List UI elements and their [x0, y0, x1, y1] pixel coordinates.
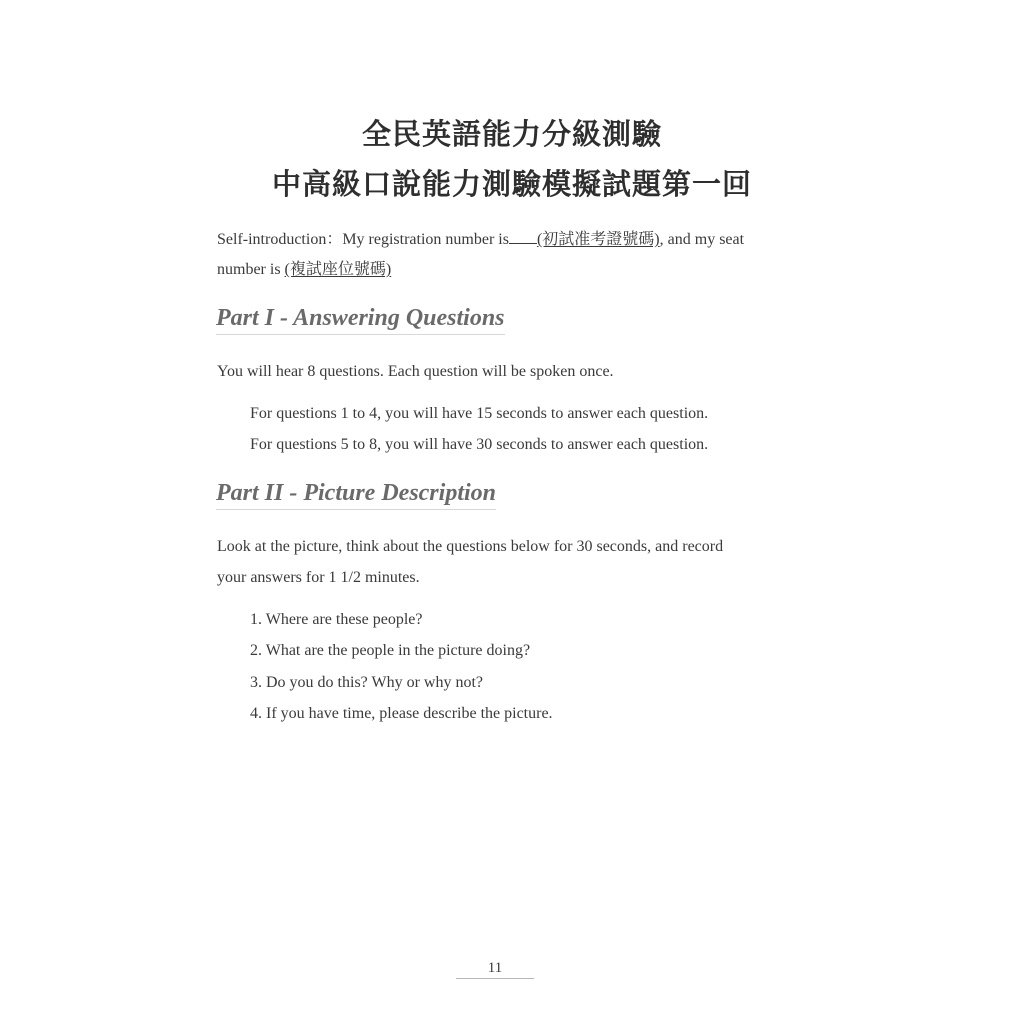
- part1-instruction: For questions 1 to 4, you will have 15 seconds to answer each question.: [250, 405, 709, 422]
- part2-question: 1. Where are these people?: [250, 611, 423, 628]
- self-intro-line-1: [217, 229, 744, 250]
- registration-number-placeholder: (初試准考證號碼): [536, 231, 660, 248]
- registration-blank: [509, 229, 537, 244]
- part1-heading: Part I - Answering Questions: [216, 305, 505, 335]
- part2-question: 3. Do you do this? Why or why not?: [250, 674, 484, 691]
- page-number: 11: [456, 960, 534, 979]
- self-intro-label: Self-introduction：My registration number is: [217, 231, 509, 248]
- document-subtitle: 中高級口說能力測驗模擬試題第一回: [271, 167, 752, 201]
- part2-heading: Part II - Picture Description: [216, 480, 496, 510]
- part2-question: 4. If you have time, please describe the picture.: [250, 705, 553, 722]
- part2-question: 2. What are the people in the picture doing?: [250, 642, 531, 659]
- part2-intro-line-1: Look at the picture, think about the questions below for 30 seconds, and record: [217, 538, 724, 555]
- part1-instruction: For questions 5 to 8, you will have 30 seconds to answer each question.: [250, 436, 709, 453]
- document-title: 全民英語能力分級測驗: [361, 117, 662, 151]
- self-intro-middle-text: , and my seat: [659, 231, 745, 248]
- part1-intro: You will hear 8 questions. Each question will be spoken once.: [217, 363, 614, 380]
- self-intro-line2-prefix: number is: [217, 261, 285, 278]
- self-intro-line-2: [217, 260, 391, 280]
- seat-number-placeholder: (複試座位號碼): [284, 261, 392, 278]
- part2-intro-line-2: your answers for 1 1/2 minutes.: [217, 569, 420, 586]
